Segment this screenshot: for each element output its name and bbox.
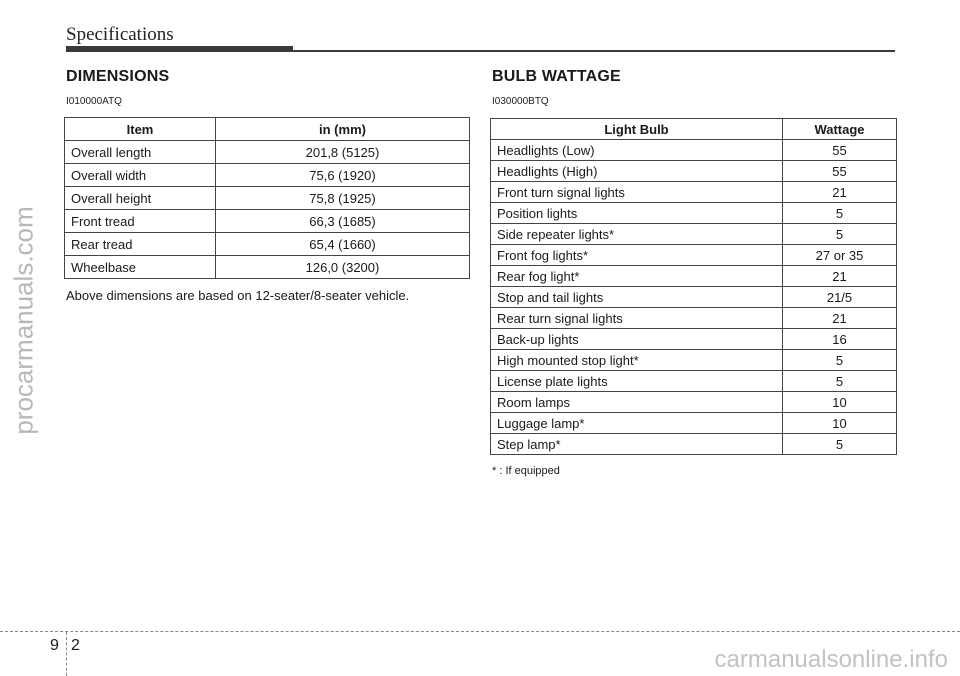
row-label: Room lamps xyxy=(491,392,783,413)
row-value: 5 xyxy=(783,434,897,455)
row-label: Front turn signal lights xyxy=(491,182,783,203)
row-value: 27 or 35 xyxy=(783,245,897,266)
table-row xyxy=(65,141,470,164)
table-row xyxy=(491,350,897,371)
table-row xyxy=(491,413,897,434)
row-value: 5 xyxy=(783,203,897,224)
row-label: Overall width xyxy=(65,164,216,187)
row-label: License plate lights xyxy=(491,371,783,392)
row-value: 21 xyxy=(783,182,897,203)
table-row xyxy=(491,329,897,350)
row-label: Rear fog light* xyxy=(491,266,783,287)
row-value: 55 xyxy=(783,161,897,182)
table-row xyxy=(65,187,470,210)
row-value: 5 xyxy=(783,224,897,245)
row-value: 21 xyxy=(783,308,897,329)
row-value: 21/5 xyxy=(783,287,897,308)
row-value: 66,3 (1685) xyxy=(216,210,470,233)
table-row xyxy=(491,203,897,224)
table-row xyxy=(491,266,897,287)
table-row xyxy=(65,164,470,187)
table-row xyxy=(491,308,897,329)
row-label: High mounted stop light* xyxy=(491,350,783,371)
dimensions-heading: DIMENSIONS xyxy=(66,68,170,85)
side-watermark xyxy=(4,205,44,435)
table-row xyxy=(491,245,897,266)
row-label: Side repeater lights* xyxy=(491,224,783,245)
table-row xyxy=(65,210,470,233)
table-row xyxy=(491,371,897,392)
row-value: 75,6 (1920) xyxy=(216,164,470,187)
row-label: Stop and tail lights xyxy=(491,287,783,308)
row-value: 16 xyxy=(783,329,897,350)
row-value: 5 xyxy=(783,350,897,371)
row-label: Step lamp* xyxy=(491,434,783,455)
row-label: Overall length xyxy=(65,141,216,164)
bulb-wattage-code: I030000BTQ xyxy=(492,96,549,107)
bulb-wattage-heading: BULB WATTAGE xyxy=(492,68,621,85)
dimensions-table xyxy=(64,117,470,279)
page-number-left: 9 xyxy=(50,637,59,654)
row-label: Position lights xyxy=(491,203,783,224)
table-row xyxy=(491,224,897,245)
page-number-right: 2 xyxy=(71,637,80,654)
bottom-watermark: carmanualsonline.info xyxy=(714,646,948,673)
row-label: Back-up lights xyxy=(491,329,783,350)
dimensions-note: Above dimensions are based on 12-seater/8-seater vehicle. xyxy=(66,288,410,303)
table-row xyxy=(491,161,897,182)
table-row xyxy=(491,287,897,308)
column-header-item: Item xyxy=(65,118,216,141)
dimensions-code: I010000ATQ xyxy=(66,96,122,107)
table-row xyxy=(65,256,470,279)
row-label: Overall height xyxy=(65,187,216,210)
table-row xyxy=(491,392,897,413)
row-value: 10 xyxy=(783,392,897,413)
row-value: 10 xyxy=(783,413,897,434)
bulb-wattage-footnote: * : If equipped xyxy=(492,465,560,477)
side-watermark-text: procarmanuals.com xyxy=(8,205,39,435)
section-title: Specifications xyxy=(66,24,174,45)
header-rule-thin xyxy=(293,50,895,52)
row-value: 126,0 (3200) xyxy=(216,256,470,279)
table-row xyxy=(491,434,897,455)
row-value: 65,4 (1660) xyxy=(216,233,470,256)
row-label: Front tread xyxy=(65,210,216,233)
row-value: 201,8 (5125) xyxy=(216,141,470,164)
row-label: Headlights (High) xyxy=(491,161,783,182)
row-label: Wheelbase xyxy=(65,256,216,279)
bulb-wattage-table xyxy=(490,118,897,455)
table-row xyxy=(65,233,470,256)
column-header-wattage: Wattage xyxy=(783,119,897,140)
table-row xyxy=(491,182,897,203)
row-value: 5 xyxy=(783,371,897,392)
footer-divider xyxy=(0,631,960,632)
row-label: Front fog lights* xyxy=(491,245,783,266)
column-header-light-bulb: Light Bulb xyxy=(491,119,783,140)
table-row xyxy=(491,140,897,161)
column-header-value: in (mm) xyxy=(216,118,470,141)
row-value: 55 xyxy=(783,140,897,161)
header-rule-thick xyxy=(66,46,293,52)
row-label: Headlights (Low) xyxy=(491,140,783,161)
row-value: 21 xyxy=(783,266,897,287)
footer-gutter-line xyxy=(66,632,67,676)
row-label: Luggage lamp* xyxy=(491,413,783,434)
table-header-row xyxy=(65,118,470,141)
row-label: Rear tread xyxy=(65,233,216,256)
row-label: Rear turn signal lights xyxy=(491,308,783,329)
row-value: 75,8 (1925) xyxy=(216,187,470,210)
table-header-row xyxy=(491,119,897,140)
